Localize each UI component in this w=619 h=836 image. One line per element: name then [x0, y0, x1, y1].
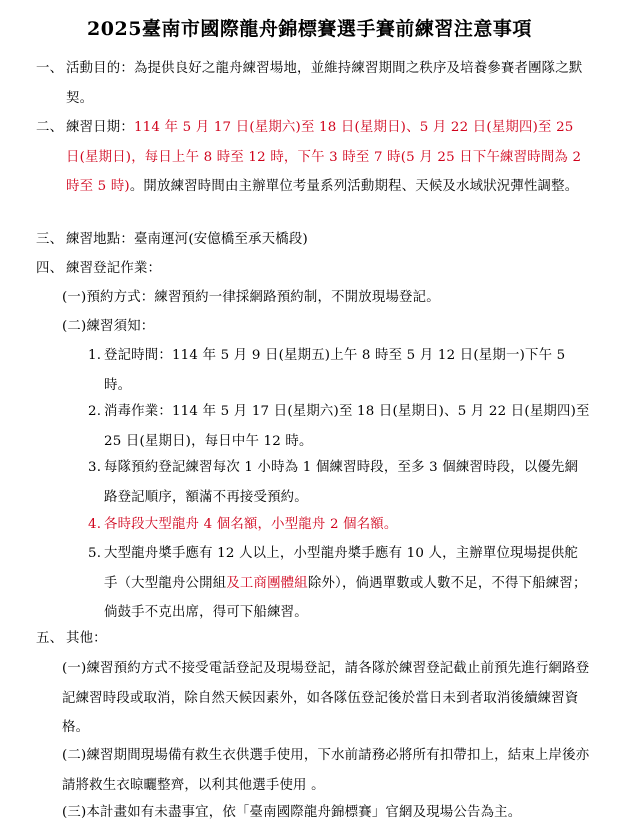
section-1-label: 一、 — [36, 61, 64, 76]
item-2-text: 消毒作業：114 年 5 月 17 日(星期六)至 18 日(星期日)、5 月 22 日(星期四)至 25 日(星期日)，每日中午 12 時。 — [104, 404, 590, 449]
item-4-number: 4. — [88, 517, 102, 532]
item-5-text-a: 大型龍舟槳手應有 12 人以上，小型龍舟槳手應有 10 人，主辦單位現場提供舵手（大型龍舟公開組 — [104, 546, 579, 591]
section-1-text: 活動目的：為提供良好之龍舟練習場地，並維持練習期間之秩序及培養參賽者團隊之默契。 — [66, 61, 583, 106]
section-3-label: 三、 — [36, 232, 64, 247]
item-1-text: 登記時間：114 年 5 月 9 日(星期五)上午 8 時至 5 月 12 日(星期一)下午 5 時。 — [104, 348, 566, 393]
item-2-number: 2. — [88, 404, 102, 419]
item-4-text: 各時段大型龍舟 4 個名額，小型龍舟 2 個名額。 — [104, 517, 398, 532]
section-5-sub1: (一)練習預約方式不接受電話登記及現場登記，請各隊於練習登記截止前預先進行網路登記練習時段或取消，除自然天候因素外，如各隊伍登記後於當日未到者取消後續練習資格。 — [62, 661, 590, 735]
document-title: 2025臺南市國際龍舟錦標賽選手賽前練習注意事項 — [87, 18, 532, 40]
section-2-label: 二、 — [36, 120, 64, 135]
section-2-body — [66, 113, 590, 202]
section-5-sub3: (三)本計畫如有未盡事宜，依「臺南國際龍舟錦標賽」官網及現場公告為主。 — [62, 805, 522, 820]
item-5-text-b: 除外），倘遇單數或人數不足，不得下船練習；倘鼓手不克出席，得可下船練習。 — [104, 575, 587, 620]
section-4-sub2: (二)練習須知： — [62, 319, 155, 334]
item-1-number: 1. — [88, 348, 102, 363]
item-5-text-highlight: 及工商團體組 — [226, 575, 308, 591]
item-3-text: 每隊預約登記練習每次 1 小時為 1 個練習時段，至多 3 個練習時段，以優先網路登記順序，額滿不再接受預約。 — [104, 460, 579, 505]
section-2-lead: 練習日期： — [66, 120, 134, 135]
section-2-rest: 。開放練習時間由主辦單位考量系列活動期程、天候及水域狀況彈性調整。 — [129, 179, 579, 194]
section-3-text: 練習地點：臺南運河(安億橋至承天橋段) — [66, 232, 308, 247]
section-5-sub2: (二)練習期間現場備有救生衣供選手使用，下水前請務必將所有扣帶扣上，結束上岸後亦請將救生衣晾曬整齊，以利其他選手使用 。 — [62, 748, 590, 793]
section-4-text: 練習登記作業： — [66, 261, 162, 276]
section-2-dates-highlight: 114 年 5 月 17 日(星期六)至 18 日(星期日)、5 月 22 日(星期四)至 25 日(星期日)，每日上午 8 時至 12 時，下午 3 時至 7 時(5 月 25 日下午練習時間為 2 時至 5 時) — [66, 120, 582, 194]
section-5-label: 五、 — [36, 631, 64, 646]
item-3-number: 3. — [88, 460, 102, 475]
item-5-number: 5. — [88, 546, 102, 561]
section-4-sub1: (一)預約方式：練習預約一律採網路預約制，不開放現場登記。 — [62, 290, 440, 305]
section-5-text: 其他： — [66, 631, 107, 646]
item-5-text — [104, 539, 590, 628]
section-4-label: 四、 — [36, 261, 64, 276]
